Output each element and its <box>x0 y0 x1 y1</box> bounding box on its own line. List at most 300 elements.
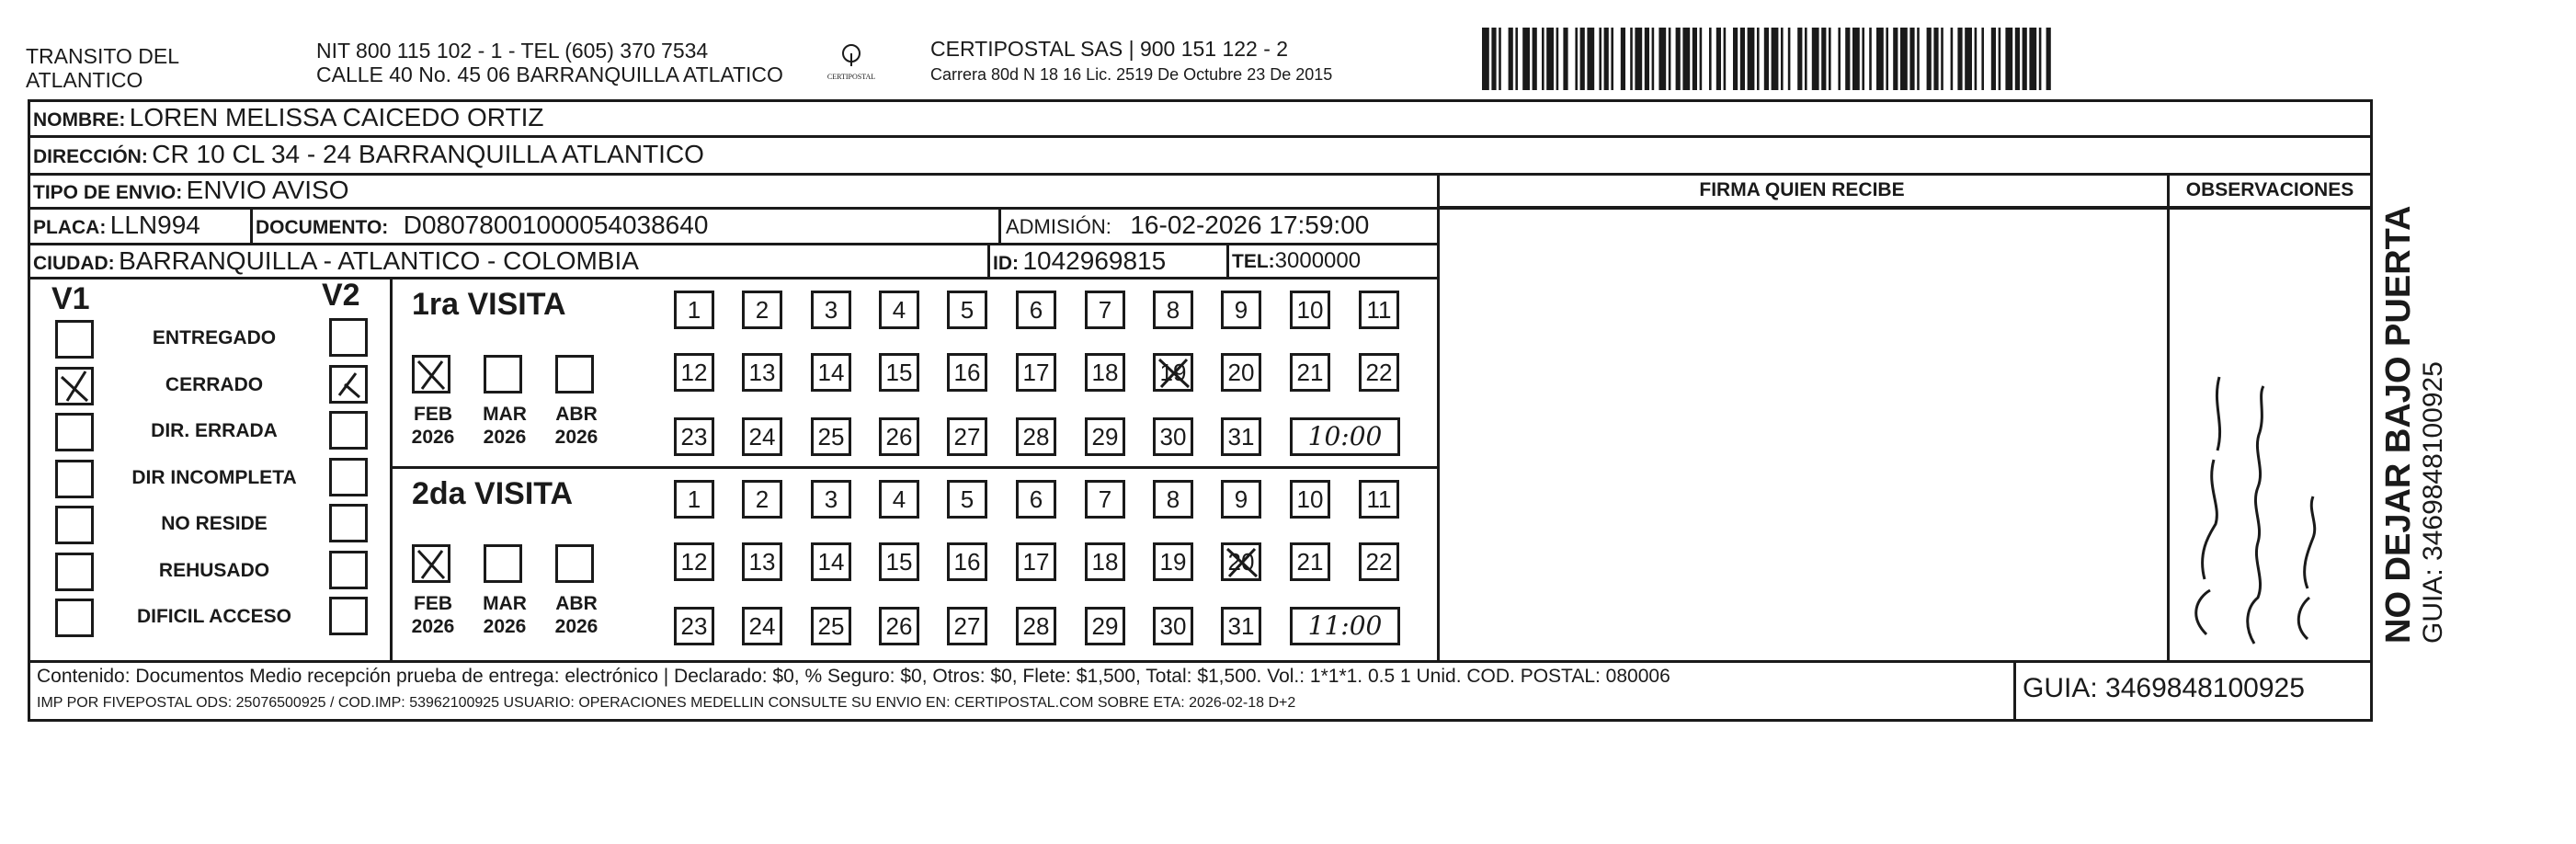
day-number: 13 <box>748 548 776 576</box>
day-box[interactable] <box>1359 480 1399 519</box>
day-number: 18 <box>1091 548 1119 576</box>
barcode-bar <box>1482 28 1489 90</box>
nombre-value: LOREN MELISSA CAICEDO ORTIZ <box>129 103 544 131</box>
rule <box>1437 173 1440 661</box>
status-v1-checkbox[interactable] <box>55 553 94 591</box>
day-box[interactable] <box>1016 417 1056 456</box>
day-box[interactable] <box>811 291 851 329</box>
day-number: 29 <box>1091 612 1119 640</box>
day-number: 25 <box>817 423 845 451</box>
side-guia: GUIA: 3469848100925 <box>2418 361 2448 644</box>
placa-value: LLN994 <box>109 211 200 239</box>
barcode-bar <box>1821 28 1826 90</box>
day-number: 25 <box>817 612 845 640</box>
day-number: 23 <box>680 423 708 451</box>
barcode-bar <box>1927 28 1932 90</box>
documento-label: DOCUMENTO: <box>256 217 389 238</box>
nit-line: NIT 800 115 102 - 1 - TEL (605) 370 7534 <box>316 39 709 63</box>
day-number: 11 <box>1366 485 1392 513</box>
barcode-bar <box>1893 28 1898 90</box>
day-box[interactable] <box>674 291 714 329</box>
day-number: 24 <box>748 423 776 451</box>
barcode-bar <box>1886 28 1888 90</box>
barcode-bar <box>1669 28 1671 90</box>
day-box[interactable] <box>1359 542 1399 581</box>
month-checkbox[interactable] <box>412 355 450 393</box>
handwriting-icon <box>2170 349 2354 653</box>
rule <box>28 99 2372 102</box>
day-number: 8 <box>1166 485 1180 513</box>
day-number: 12 <box>680 548 708 576</box>
day-box[interactable] <box>947 542 987 581</box>
rule <box>390 277 393 661</box>
barcode-bar <box>1740 28 1745 90</box>
id-value: 1042969815 <box>1022 246 1167 275</box>
placa-label: PLACA: <box>33 217 107 238</box>
barcode-bar <box>1748 28 1755 90</box>
company-info <box>930 37 1332 85</box>
barcode-bar <box>1909 28 1914 90</box>
barcode-bar <box>1491 28 1496 90</box>
documento-row <box>256 211 708 240</box>
day-box[interactable] <box>1085 480 1125 519</box>
rule <box>28 99 30 722</box>
footer-contenido: Contenido: Documentos Medio recepción prueba de entrega: electrónico | Declarado: $0, % Seguro: $0, Otros: $0, Flete: $1,500, Total: $1,500. Vol.: 1*1*1. 0.5 1 Unid. COD. POSTAL: 080006 <box>37 666 1670 687</box>
side-text <box>2379 129 2453 644</box>
day-number: 28 <box>1022 423 1050 451</box>
day-box[interactable] <box>1016 353 1056 392</box>
logo-icon <box>816 39 886 90</box>
day-box[interactable] <box>947 607 987 645</box>
day-number: 2 <box>755 296 769 324</box>
day-box[interactable] <box>811 417 851 456</box>
barcode-bar <box>1933 28 1938 90</box>
barcode-bar <box>2029 28 2036 90</box>
status-label: DIFICIL ACCESO <box>136 606 291 627</box>
day-box[interactable] <box>1153 542 1193 581</box>
status-v2-checkbox[interactable] <box>329 504 368 542</box>
barcode-bar <box>1599 28 1601 90</box>
day-box[interactable] <box>879 417 919 456</box>
status-v1-checkbox[interactable] <box>55 367 94 405</box>
barcode-bar <box>1542 28 1544 90</box>
barcode-bar <box>1630 28 1633 90</box>
day-number: 9 <box>1234 485 1248 513</box>
observaciones-label: OBSERVACIONES <box>2185 179 2354 200</box>
day-box[interactable] <box>1221 607 1261 645</box>
barcode-bar <box>1693 28 1697 90</box>
month-checkbox[interactable] <box>412 544 450 583</box>
day-number: 12 <box>680 359 708 386</box>
day-box[interactable] <box>879 291 919 329</box>
status-v2-checkbox[interactable] <box>329 365 368 404</box>
barcode-bar <box>1533 28 1537 90</box>
barcode-bar <box>1772 28 1779 90</box>
day-box[interactable] <box>1016 542 1056 581</box>
month-checkbox[interactable] <box>555 544 594 583</box>
rule <box>2013 660 2016 720</box>
barcode-bar <box>1658 28 1666 90</box>
day-number: 26 <box>885 423 913 451</box>
admision-value: 16-02-2026 17:59:00 <box>1130 211 1370 239</box>
day-box[interactable] <box>1153 480 1193 519</box>
day-box[interactable] <box>879 607 919 645</box>
barcode-bar <box>1917 28 1920 90</box>
day-box[interactable] <box>1153 291 1193 329</box>
month-label <box>544 592 609 638</box>
tipo-value: ENVIO AVISO <box>186 176 349 204</box>
day-number: 29 <box>1091 423 1119 451</box>
day-box[interactable] <box>674 480 714 519</box>
placa-row <box>33 211 200 240</box>
month-name: MAR <box>483 593 527 614</box>
day-box[interactable] <box>1221 353 1261 392</box>
day-number: 27 <box>953 423 981 451</box>
sender-line1: TRANSITO DEL <box>26 44 179 68</box>
day-number: 3 <box>824 485 838 513</box>
barcode-bar <box>1805 28 1807 90</box>
month-name: ABR <box>555 404 598 425</box>
month-name: MAR <box>483 404 527 425</box>
tipo-label: TIPO DE ENVIO: <box>33 182 183 203</box>
barcode-bar <box>1709 28 1712 90</box>
admision-label: ADMISIÓN: <box>1006 215 1111 238</box>
company-address: Carrera 80d N 18 16 Lic. 2519 De Octubre 23 De 2015 <box>930 65 1333 84</box>
day-box[interactable] <box>742 607 782 645</box>
day-box[interactable] <box>1153 607 1193 645</box>
day-box[interactable] <box>674 417 714 456</box>
day-number: 10 <box>1296 485 1324 513</box>
status-v2-checkbox[interactable] <box>329 551 368 589</box>
day-number: 15 <box>885 548 913 576</box>
check-x-icon <box>415 547 448 580</box>
barcode-bar <box>1764 28 1769 90</box>
ciudad-label: CIUDAD: <box>33 253 115 274</box>
direccion-value: CR 10 CL 34 - 24 BARRANQUILLA ATLANTICO <box>152 140 704 168</box>
day-box[interactable] <box>1016 607 1056 645</box>
barcode-bar <box>1515 28 1518 90</box>
ciudad-value: BARRANQUILLA - ATLANTICO - COLOMBIA <box>119 246 639 275</box>
month-year: 2026 <box>411 427 455 448</box>
day-box[interactable] <box>1085 542 1125 581</box>
day-number: 16 <box>953 548 981 576</box>
id-row <box>993 246 1166 276</box>
day-number: 20 <box>1227 359 1255 386</box>
day-number: 4 <box>892 485 906 513</box>
day-number: 20 <box>1227 548 1255 576</box>
ciudad-row <box>33 246 639 276</box>
barcode-bar <box>1781 28 1784 90</box>
tel-label: TEL: <box>1232 251 1275 272</box>
day-box[interactable] <box>1153 353 1193 392</box>
status-v2-checkbox[interactable] <box>329 597 368 635</box>
status-v2-checkbox[interactable] <box>329 411 368 450</box>
tipo-envio-row <box>33 176 349 205</box>
barcode-bar <box>1580 28 1585 90</box>
admision-row <box>1006 211 1369 240</box>
month-year: 2026 <box>483 427 527 448</box>
day-number: 16 <box>953 359 981 386</box>
rule <box>28 719 2373 722</box>
visit-time[interactable]: 11:00 <box>1290 607 1400 645</box>
visit-title: 1ra VISITA <box>412 287 566 322</box>
status-v2-checkbox[interactable] <box>329 318 368 357</box>
day-box[interactable] <box>674 607 714 645</box>
day-box[interactable] <box>1085 353 1125 392</box>
day-number: 19 <box>1159 548 1187 576</box>
day-box[interactable] <box>742 480 782 519</box>
day-number: 30 <box>1159 423 1187 451</box>
day-box[interactable] <box>947 353 987 392</box>
day-number: 23 <box>680 612 708 640</box>
month-checkbox[interactable] <box>484 544 522 583</box>
sender-name <box>26 44 179 92</box>
day-mark-x-icon <box>1224 545 1260 580</box>
day-number: 5 <box>960 296 975 324</box>
day-number: 28 <box>1022 612 1050 640</box>
barcode-bar <box>1522 28 1530 90</box>
day-box[interactable] <box>1221 542 1261 581</box>
day-box[interactable] <box>879 542 919 581</box>
day-number: 24 <box>748 612 776 640</box>
day-box[interactable] <box>879 480 919 519</box>
rule <box>998 207 1001 244</box>
barcode-bar <box>1975 28 1978 90</box>
day-box[interactable] <box>1085 417 1125 456</box>
rule <box>987 243 990 278</box>
visit-time[interactable]: 10:00 <box>1290 417 1400 456</box>
barcode-bar <box>1876 28 1884 90</box>
logo-text: CERTIPOSTAL <box>826 73 876 81</box>
check-x-icon <box>58 370 91 403</box>
day-number: 1 <box>687 296 701 324</box>
rule <box>1437 206 2371 209</box>
day-box[interactable] <box>1016 291 1056 329</box>
barcode-bar <box>1999 28 2001 90</box>
day-number: 10 <box>1296 296 1324 324</box>
day-number: 17 <box>1022 548 1050 576</box>
day-number: 15 <box>885 359 913 386</box>
documento-value: D08078001000054038640 <box>403 211 709 239</box>
sender-contact <box>316 39 783 86</box>
status-v1-checkbox[interactable] <box>55 599 94 637</box>
rule <box>250 207 253 244</box>
month-checkbox[interactable] <box>484 355 522 393</box>
month-year: 2026 <box>411 616 455 637</box>
status-v2-checkbox[interactable] <box>329 458 368 496</box>
barcode-bar <box>1621 28 1625 90</box>
month-label <box>401 592 465 638</box>
month-name: FEB <box>414 404 452 425</box>
barcode-bar <box>1965 28 1972 90</box>
rule <box>1226 243 1229 278</box>
day-box[interactable] <box>742 542 782 581</box>
barcode-bar <box>1700 28 1703 90</box>
day-box[interactable] <box>879 353 919 392</box>
check-mark-icon <box>332 368 365 401</box>
day-number: 3 <box>824 296 838 324</box>
day-number: 2 <box>755 485 769 513</box>
day-number: 13 <box>748 359 776 386</box>
id-label: ID: <box>993 253 1019 274</box>
day-number: 31 <box>1227 423 1255 451</box>
tel-row <box>1232 248 1361 274</box>
day-number: 21 <box>1296 548 1324 576</box>
day-box[interactable] <box>947 291 987 329</box>
barcode-bar <box>2039 28 2042 90</box>
day-number: 31 <box>1227 612 1255 640</box>
status-v1-checkbox[interactable] <box>55 320 94 359</box>
status-label: ENTREGADO <box>152 327 277 348</box>
day-box[interactable] <box>1290 353 1330 392</box>
month-label <box>473 592 537 638</box>
day-box[interactable] <box>1085 291 1125 329</box>
barcode-bar <box>1682 28 1690 90</box>
check-x-icon <box>415 358 448 391</box>
status-label: CERRADO <box>165 373 264 395</box>
direccion-row <box>33 140 704 169</box>
month-name: FEB <box>414 593 452 614</box>
barcode-bar <box>1869 28 1872 90</box>
day-box[interactable] <box>1359 291 1399 329</box>
day-number: 14 <box>817 548 845 576</box>
day-box[interactable] <box>1290 291 1330 329</box>
footer-guia: GUIA: 3469848100925 <box>2023 673 2305 703</box>
nombre-row <box>33 103 543 132</box>
barcode-bar <box>1733 28 1738 90</box>
barcode-bar <box>1645 28 1649 90</box>
barcode-bar <box>1509 28 1513 90</box>
company-line: CERTIPOSTAL SAS | 900 151 122 - 2 <box>930 37 1289 61</box>
barcode-bar <box>1788 28 1791 90</box>
barcode-icon <box>1482 28 2195 90</box>
day-number: 17 <box>1022 359 1050 386</box>
day-box[interactable] <box>1359 353 1399 392</box>
day-number: 11 <box>1366 296 1392 324</box>
day-box[interactable] <box>811 542 851 581</box>
barcode-bar <box>2005 28 2012 90</box>
barcode-bar <box>1587 28 1594 90</box>
barcode-bar <box>1757 28 1760 90</box>
day-box[interactable] <box>674 353 714 392</box>
day-box[interactable] <box>1085 607 1125 645</box>
month-year: 2026 <box>483 616 527 637</box>
barcode-bar <box>1724 28 1727 90</box>
address-line: CALLE 40 No. 45 06 BARRANQUILLA ATLATICO <box>316 63 783 86</box>
status-label: DIR INCOMPLETA <box>131 466 297 488</box>
status-label: DIR. ERRADA <box>151 420 278 441</box>
day-number: 7 <box>1098 485 1112 513</box>
day-box[interactable] <box>811 353 851 392</box>
rule <box>2370 99 2373 722</box>
barcode-bar <box>1829 28 1831 90</box>
barcode-bar <box>1652 28 1655 90</box>
day-box[interactable] <box>742 353 782 392</box>
day-mark-x-icon <box>1156 356 1192 391</box>
day-number: 8 <box>1166 296 1180 324</box>
barcode-bar <box>2046 28 2051 90</box>
barcode-bar <box>2015 28 2020 90</box>
sender-line2: ATLANTICO <box>26 68 143 92</box>
day-number: 7 <box>1098 296 1112 324</box>
day-number: 6 <box>1029 485 1043 513</box>
barcode-bar <box>1941 28 1943 90</box>
status-label: NO RESIDE <box>161 513 268 534</box>
day-number: 5 <box>960 485 975 513</box>
barcode-bar <box>1951 28 1954 90</box>
status-v1-checkbox[interactable] <box>55 413 94 451</box>
visit-title: 2da VISITA <box>412 476 574 511</box>
tel-value: 3000000 <box>1274 248 1362 273</box>
status-v1-checkbox[interactable] <box>55 506 94 544</box>
day-number: 22 <box>1365 548 1393 576</box>
barcode-bar <box>1900 28 1908 90</box>
barcode-bar <box>1499 28 1501 90</box>
barcode-bar <box>1716 28 1721 90</box>
month-checkbox[interactable] <box>555 355 594 393</box>
rule <box>390 466 1440 469</box>
barcode-bar <box>1957 28 1962 90</box>
barcode-bar <box>1981 28 1984 90</box>
barcode-bar <box>1838 28 1841 90</box>
barcode-bar <box>1991 28 1996 90</box>
day-box[interactable] <box>1221 291 1261 329</box>
day-box[interactable] <box>1016 480 1056 519</box>
day-box[interactable] <box>742 291 782 329</box>
nombre-label: NOMBRE: <box>33 109 126 131</box>
barcode-graphic <box>1482 28 2195 90</box>
day-box[interactable] <box>742 417 782 456</box>
barcode-bar <box>1611 28 1613 90</box>
day-box[interactable] <box>1221 417 1261 456</box>
firma-label: FIRMA QUIEN RECIBE <box>1699 179 1905 200</box>
day-box[interactable] <box>1221 480 1261 519</box>
status-v1-checkbox[interactable] <box>55 460 94 498</box>
day-box[interactable] <box>811 607 851 645</box>
day-number: 14 <box>817 359 845 386</box>
day-box[interactable] <box>1153 417 1193 456</box>
day-number: 4 <box>892 296 906 324</box>
no-dejar-label: NO DEJAR BAJO PUERTA <box>2379 205 2418 644</box>
day-box[interactable] <box>811 480 851 519</box>
barcode-bar <box>1812 28 1819 90</box>
barcode-bar <box>1575 28 1578 90</box>
day-box[interactable] <box>1290 542 1330 581</box>
rule <box>28 135 2372 138</box>
footer-imp-line: IMP POR FIVEPOSTAL ODS: 25076500925 / COD.IMP: 53962100925 USUARIO: OPERACIONES MEDELLIN CONSULTE SU ENVIO EN: CERTIPOSTAL.COM SOBRE ETA: 2026-02-18 D+2 <box>37 695 1296 711</box>
status-label: REHUSADO <box>158 559 270 581</box>
day-box[interactable] <box>1290 480 1330 519</box>
month-label <box>473 403 537 449</box>
day-number: 6 <box>1029 296 1043 324</box>
day-number: 27 <box>953 612 981 640</box>
barcode-bar <box>1546 28 1554 90</box>
day-number: 9 <box>1234 296 1248 324</box>
barcode-bar <box>1845 28 1850 90</box>
rule <box>28 660 2373 663</box>
day-box[interactable] <box>947 480 987 519</box>
day-number: 26 <box>885 612 913 640</box>
barcode-bar <box>1797 28 1802 90</box>
day-box[interactable] <box>947 417 987 456</box>
day-number: 18 <box>1091 359 1119 386</box>
day-number: 30 <box>1159 612 1187 640</box>
v1-label: V1 <box>51 281 90 316</box>
day-box[interactable] <box>674 542 714 581</box>
barcode-bar <box>1852 28 1860 90</box>
direccion-label: DIRECCIÓN: <box>33 146 148 167</box>
barcode-bar <box>2023 28 2027 90</box>
